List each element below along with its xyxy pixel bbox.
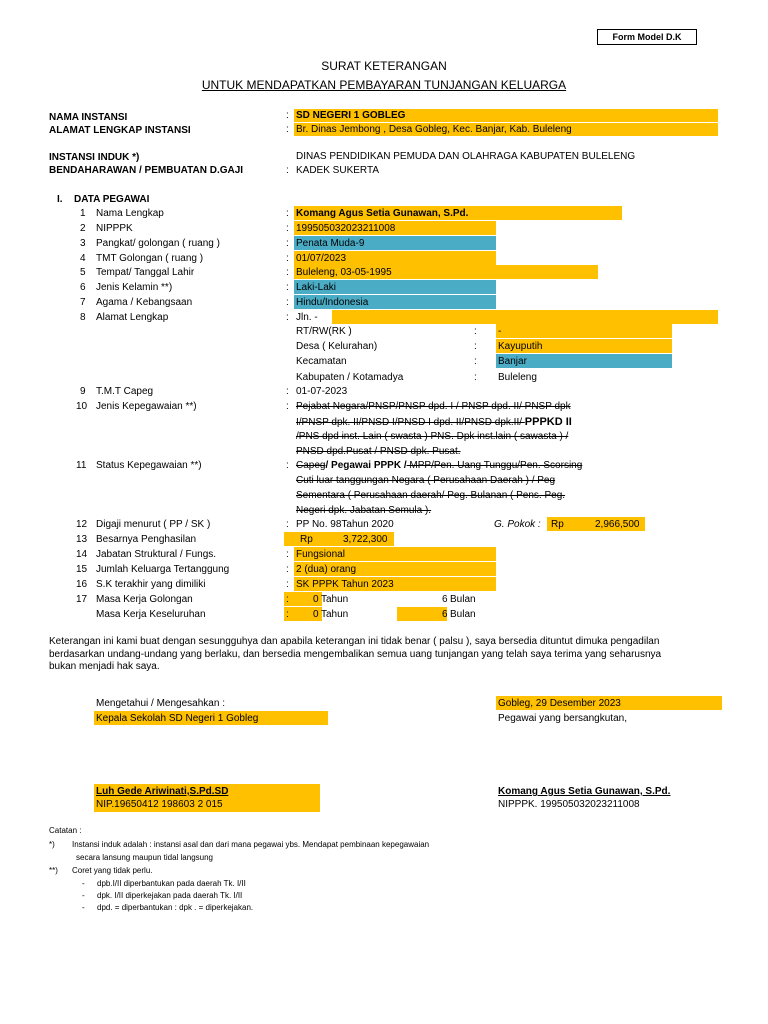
row-number: 7 [80,297,86,308]
statement-line2: berdasarkan undang-undang yang berlaku, dan bersedia mengembalikan semua uang tunjangan yang telah saya terima yang seharusnya [49,649,662,660]
colon: : [286,238,289,249]
row-label: Besarnya Penghasilan [96,534,197,545]
instansi-induk-label: INSTANSI INDUK *) [49,152,140,163]
colon: : [474,356,477,367]
row-label: Digaji menurut ( PP / SK ) [96,519,211,530]
status-selected: / Pegawai PPPK / [325,460,407,471]
row-number: 4 [80,253,86,264]
row-number: 15 [76,564,88,575]
instansi-induk-value: DINAS PENDIDIKAN PEMUDA DAN OLAHRAGA KABUPATEN BULELENG [296,151,636,162]
highlight [332,310,718,324]
kepala-sekolah-name: Luh Gede Ariwinati,S.Pd.SD [96,786,229,797]
status-kepegawaian-line4: Negeri dpk. Jabatan Semula ). [296,505,432,516]
alamat-sub-value: - [498,326,502,337]
colon: : [474,341,477,352]
gaji-pokok-rp: Rp [551,519,564,530]
alamat-sub-label: Kabupaten / Kotamadya [296,372,404,383]
row-label: Jabatan Struktural / Fungs. [96,549,217,560]
row-number: 12 [76,519,88,530]
jenis-kepegawaian-line3: /PNS dpd inst. Lain ( swasta ) PNS. Dpk inst.lain ( sawasta ) / [296,431,569,442]
note-dash: - [82,891,85,900]
row-value: Penata Muda-9 [296,238,365,249]
row-number: 14 [76,549,88,560]
statement-line1: Keterangan ini kami buat dengan sesungguhya dan apabila keterangan ini tidak benar ( palsu ), saya bersedia dituntut dimuka pengadilan [49,636,660,647]
alamat-sub-label: RT/RW(RK ) [296,326,352,337]
kepala-sekolah-nip: NIP.19650412 198603 2 015 [96,799,223,810]
bulan-label: Bulan [450,594,476,605]
jenis-kepegawaian-line1: Pejabat Negara/PNSP/PNSP dpd. I / PNSP dpd. II/ PNSP dpk [296,401,571,412]
status-kepegawaian-line2: Cuti luar tanggungan Negara ( Perusahaan Daerah ) / Peg [296,475,556,486]
colon: : [286,282,289,293]
section-title: DATA PEGAWAI [74,194,150,205]
colon: : [286,460,289,471]
row-number: 9 [80,386,86,397]
status-struck: MPP/Pen. Uang Tunggu/Pen. Scorsing [406,460,583,471]
row-value: 01/07/2023 [296,253,347,264]
row-label: Masa Kerja Golongan [96,594,193,605]
row-value: 2 (dua) orang [296,564,357,575]
status-struck: Capeg [296,460,326,471]
sign-date: Gobleg, 29 Desember 2023 [498,698,621,709]
bendahara-value: KADEK SUKERTA [296,165,379,176]
note-text: Coret yang tidak perlu. [72,866,153,875]
row-label: Agama / Kebangsaan [96,297,193,308]
tahun-label: Tahun [321,594,349,605]
gaji-pokok-label: G. Pokok : [494,519,541,530]
colon: : [286,312,289,323]
colon: : [286,267,289,278]
colon: : [286,165,289,176]
jenis-kepegawaian-line2 [296,416,572,428]
masa-keseluruhan-bulan: 6 [442,609,448,620]
note-marker: **) [49,866,58,875]
note-text: dpb.I/II diperbantukan pada daerah Tk. I/II [97,879,246,888]
status-kepegawaian-line1 [296,460,582,471]
pegawai-name: Komang Agus Setia Gunawan, S.Pd. [498,786,671,797]
row-value: Buleleng, 03-05-1995 [296,267,392,278]
masa-golongan-bulan: 6 [442,594,448,605]
note-text: Instansi induk adalah : instansi asal dan dari mana pegawai ybs. Mendapat pembinaan kepegawaian [72,840,430,849]
alamat-sub-value: Buleleng [498,372,537,383]
row-label: Masa Kerja Keseluruhan [96,609,206,620]
row-number: 8 [80,312,86,323]
alamat-sub-value: Banjar [498,356,527,367]
nama-instansi-value: SD NEGERI 1 GOBLEG [296,110,406,121]
row-label: S.K terakhir yang dimiliki [96,579,206,590]
colon: : [286,401,289,412]
colon: : [286,564,289,575]
note-dash: - [82,903,85,912]
penghasilan-rp: Rp [300,534,313,545]
row-label: Tempat/ Tanggal Lahir [96,267,195,278]
colon: : [286,223,289,234]
row-value: Laki-Laki [296,282,337,293]
colon: : [286,124,289,135]
masa-golongan-tahun: 0 [313,594,319,605]
title-line1: SURAT KETERANGAN [321,59,447,73]
row-value: Fungsional [296,549,345,560]
row-number: 2 [80,223,86,234]
colon: : [286,110,289,121]
notes-title: Catatan : [49,826,82,835]
mengetahui-label: Mengetahui / Mengesahkan : [96,698,225,709]
kepala-sekolah-title: Kepala Sekolah SD Negeri 1 Gobleg [96,713,259,724]
note-marker: *) [49,840,55,849]
jenis-kepegawaian-line4: PNSD dpd.Pusat / PNSD dpk. Pusat. [296,446,461,457]
jenis-kepegawaian-selected: PPPKD II [524,416,572,428]
row-number: 3 [80,238,86,249]
highlight [397,607,447,621]
alamat-instansi-value: Br. Dinas Jembong , Desa Gobleg, Kec. Banjar, Kab. Buleleng [296,124,572,135]
row-label: Status Kepegawaian **) [96,460,202,471]
alamat-sub-value: Kayuputih [498,341,543,352]
colon: : [286,594,289,605]
colon: : [286,609,289,620]
pegawai-nip: NIPPPK. 199505032023211008 [498,799,640,810]
row-number: 17 [76,594,88,605]
row-value: Hindu/Indonesia [296,297,369,308]
row-number: 10 [76,401,88,412]
note-text: dpd. = diperbantukan : dpk . = diperkejakan. [97,903,254,912]
row-label: Pangkat/ golongan ( ruang ) [96,238,220,249]
bendahara-label: BENDAHARAWAN / PEMBUATAN D.GAJI [49,165,244,176]
status-kepegawaian-line3: Sementara ( Perusahaan daerah/ Peg. Bulanan ( Pens. Peg. [296,490,566,501]
note-text: dpk. I/II diperkejakan pada daerah Tk. I/II [97,891,243,900]
row-label: Nama Lengkap [96,208,164,219]
title-line2: UNTUK MENDAPATKAN PEMBAYARAN TUNJANGAN KELUARGA [201,78,567,92]
row-label: Jumlah Keluarga Tertanggung [96,564,230,575]
colon: : [286,386,289,397]
row-value: SK PPPK Tahun 2023 [296,579,394,590]
row-number: 16 [76,579,88,590]
row-label: Jenis Kelamin **) [96,282,173,293]
colon: : [474,326,477,337]
row-value: 199505032023211008 [296,223,396,234]
row-value: Jln. - [296,312,318,323]
alamat-instansi-label: ALAMAT LENGKAP INSTANSI [49,125,191,136]
highlight [496,324,672,338]
row-label: Jenis Kepegawaian **) [96,401,197,412]
row-label: TMT Golongan ( ruang ) [96,253,204,264]
row-label: Alamat Lengkap [96,312,169,323]
alamat-sub-label: Kecamatan [296,356,347,367]
row-number: 13 [76,534,88,545]
colon: : [286,208,289,219]
section-number: I. [57,194,63,205]
form-model-box: Form Model D.K [597,29,697,45]
colon: : [286,297,289,308]
tahun-label: Tahun [321,609,349,620]
colon: : [286,579,289,590]
colon: : [286,519,289,530]
row-number: 11 [76,460,87,471]
pegawai-label: Pegawai yang bersangkutan, [498,713,627,724]
note-dash: - [82,879,85,888]
nama-instansi-label: NAMA INSTANSI [49,112,128,123]
bulan-label: Bulan [450,609,476,620]
colon: : [286,253,289,264]
row-number: 6 [80,282,86,293]
row-label: T.M.T Capeg [96,386,154,397]
penghasilan-value: 3,722,300 [343,534,388,545]
row-value: PP No. 98Tahun 2020 [296,519,394,530]
gaji-pokok-value: 2,966,500 [595,519,640,530]
row-value: 01-07-2023 [296,386,348,397]
note-text: secara lansung maupun tidal langsung [76,853,213,862]
jenis-kepegawaian-struck: I/PNSP dpk. II/PNSD I/PNSD I dpd. II/PNSD dpk.II/ [296,417,525,428]
statement-line3: bukan menjadi hak saya. [49,661,160,672]
alamat-sub-label: Desa ( Kelurahan) [296,341,378,352]
row-value: Komang Agus Setia Gunawan, S.Pd. [296,208,469,219]
row-label: NIPPPK [96,223,133,234]
masa-keseluruhan-tahun: 0 [313,609,319,620]
colon: : [474,372,477,383]
row-number: 5 [80,267,86,278]
row-number: 1 [80,208,86,219]
colon: : [286,549,289,560]
